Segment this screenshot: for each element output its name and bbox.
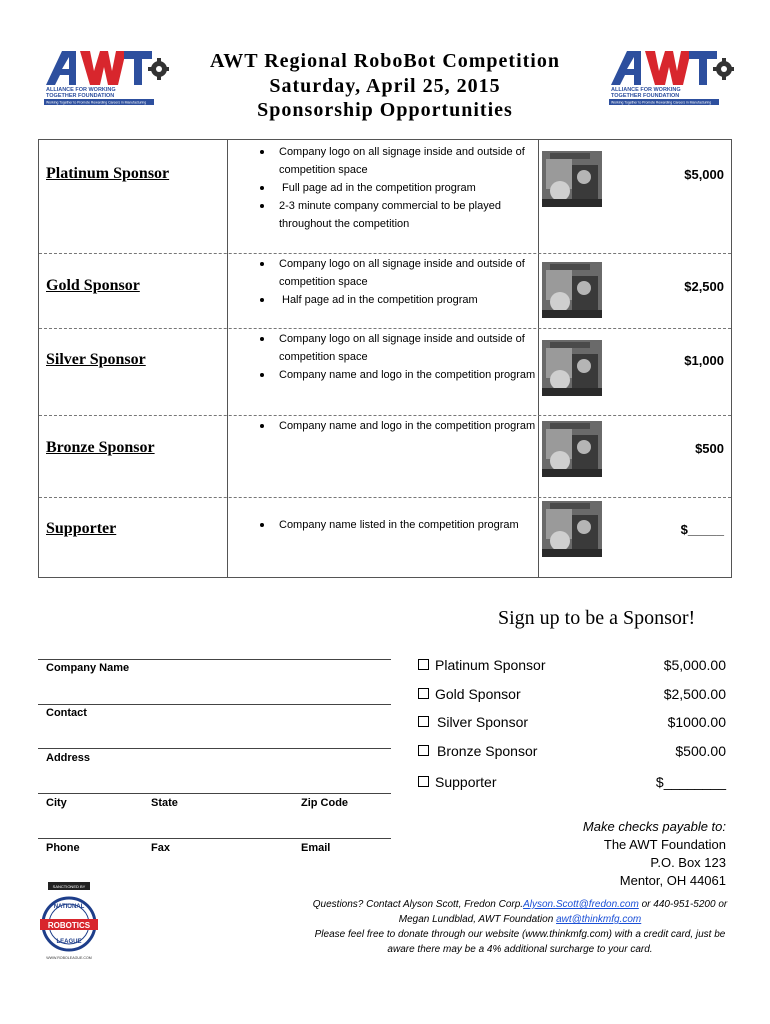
phone-field[interactable]: Phone [46, 842, 80, 854]
tier-benefits-gold [257, 255, 547, 309]
city-field[interactable]: City [46, 797, 67, 809]
form-line [38, 659, 391, 660]
checks-city: Mentor, OH 44061 [619, 873, 726, 888]
option-platinum-checkbox[interactable] [418, 657, 546, 673]
tier-row-silver [39, 329, 731, 416]
address-field[interactable]: Address [46, 752, 91, 764]
email-field[interactable]: Email [301, 842, 331, 854]
robot-photo [542, 501, 602, 557]
awt-logo-right [605, 45, 735, 107]
tier-price-bronze: $500 [695, 441, 724, 456]
badge-arc-top: NATIONAL [53, 904, 85, 910]
page-title-line2: Saturday, April 25, 2015 [269, 75, 501, 97]
company-name-field[interactable]: Company Name [46, 662, 130, 674]
option-gold-checkbox[interactable] [418, 686, 521, 702]
tier-price-platinum: $5,000 [684, 167, 724, 182]
tier-name-supporter: Supporter [46, 520, 117, 537]
logo-line2: TOGETHER FOUNDATION [46, 93, 115, 99]
logo-tagline-right: Working Together to Promote Rewarding Careers in Manufacturing [611, 100, 712, 105]
tier-name-bronze: Bronze Sponsor [46, 439, 155, 456]
tier-price-supporter: $_____ [680, 522, 724, 537]
option-supporter-checkbox[interactable] [418, 774, 496, 790]
tier-price-gold: $2,500 [684, 279, 724, 294]
option-label: Gold Sponsor [435, 686, 521, 702]
page-title-line1: AWT Regional RoboBot Competition [210, 50, 560, 72]
form-line [38, 793, 391, 794]
badge-arc-bottom: LEAGUE [56, 939, 82, 945]
contact-line4: aware there may be a 4% additional surcharge to your card. [387, 944, 653, 955]
benefit: Company name and logo in the competition program [257, 366, 547, 384]
tier-row-bronze [39, 416, 731, 498]
robotics-league-badge [36, 882, 102, 962]
logo-line1-right: ALLIANCE FOR WORKING [611, 87, 681, 93]
option-bronze-checkbox[interactable] [418, 743, 537, 759]
option-silver-checkbox[interactable] [418, 714, 528, 730]
contact-info [300, 897, 740, 957]
signup-title: Sign up to be a Sponsor! [498, 607, 696, 629]
robot-photo [542, 340, 602, 396]
benefit: Company logo on all signage inside and outside of competition space [257, 255, 547, 291]
badge-url: WWW.ROBOLEAGUE.COM [46, 956, 92, 960]
benefit: Company name and logo in the competition program [257, 417, 547, 435]
contact-line3: Please feel free to donate through our website (www.thinkmfg.com) with a credit card, just be [314, 929, 726, 940]
benefit: Company logo on all signage inside and outside of competition space [257, 143, 547, 179]
logo-tagline: Working Together to Promote Rewarding Careers in Manufacturing [46, 100, 147, 105]
tier-name-gold: Gold Sponsor [46, 277, 140, 294]
zip-code-field[interactable]: Zip Code [301, 797, 349, 809]
tier-name-silver: Silver Sponsor [46, 351, 146, 368]
benefit: Full page ad in the competition program [257, 179, 547, 197]
benefit: Company name listed in the competition program [257, 516, 547, 534]
option-label: Bronze Sponsor [437, 743, 538, 759]
benefit: 2-3 minute company commercial to be played throughout the competition [257, 197, 547, 233]
badge-top: SANCTIONED BY [52, 884, 86, 889]
logo-line1: ALLIANCE FOR WORKING [46, 87, 116, 93]
tier-benefits-supporter [257, 516, 547, 534]
tier-benefits-silver [257, 330, 547, 384]
option-price-bronze: $500.00 [675, 743, 726, 759]
option-price-gold: $2,500.00 [663, 686, 726, 702]
option-label: Supporter [435, 774, 497, 790]
checks-org: The AWT Foundation [603, 837, 726, 852]
tier-benefits-platinum [257, 143, 547, 233]
tier-row-supporter [39, 498, 731, 577]
robot-photo [542, 151, 602, 207]
badge-center: ROBOTICS [47, 921, 91, 930]
logo-line2-right: TOGETHER FOUNDATION [611, 93, 680, 99]
benefit: Half page ad in the competition program [257, 291, 547, 309]
checks-payable-block [583, 818, 726, 890]
option-price-platinum: $5,000.00 [663, 657, 726, 673]
email-link-alyson[interactable]: Alyson.Scott@fredon.com [523, 899, 639, 910]
email-link-awt[interactable]: awt@thinkmfg.com [556, 914, 642, 925]
tier-benefits-bronze [257, 417, 547, 435]
page-title-line3: Sponsorship Opportunities [257, 99, 513, 121]
robot-photo [542, 262, 602, 318]
sponsorship-table [38, 139, 732, 578]
checks-box: P.O. Box 123 [650, 855, 726, 870]
form-line [38, 838, 391, 839]
contact-pre: Questions? Contact Alyson Scott, Fredon Corp. [312, 899, 524, 910]
contact-field[interactable]: Contact [46, 707, 87, 719]
benefit: Company logo on all signage inside and outside of competition space [257, 330, 547, 366]
option-label: Platinum Sponsor [435, 657, 546, 673]
contact-mid: or 440-951-5200 or [638, 899, 728, 910]
option-price-supporter: $________ [655, 774, 726, 790]
tier-price-silver: $1,000 [684, 353, 724, 368]
state-field[interactable]: State [151, 797, 178, 809]
option-label: Silver Sponsor [437, 714, 529, 730]
checks-payable-label: Make checks payable to: [582, 819, 726, 834]
tier-name-platinum: Platinum Sponsor [46, 165, 170, 182]
option-price-silver: $1000.00 [667, 714, 726, 730]
tier-row-platinum [39, 140, 731, 254]
contact-line2: Megan Lundblad, AWT Foundation [398, 914, 557, 925]
form-line [38, 748, 391, 749]
tier-row-gold [39, 254, 731, 329]
fax-field[interactable]: Fax [151, 842, 170, 854]
robot-photo [542, 421, 602, 477]
form-line [38, 704, 391, 705]
